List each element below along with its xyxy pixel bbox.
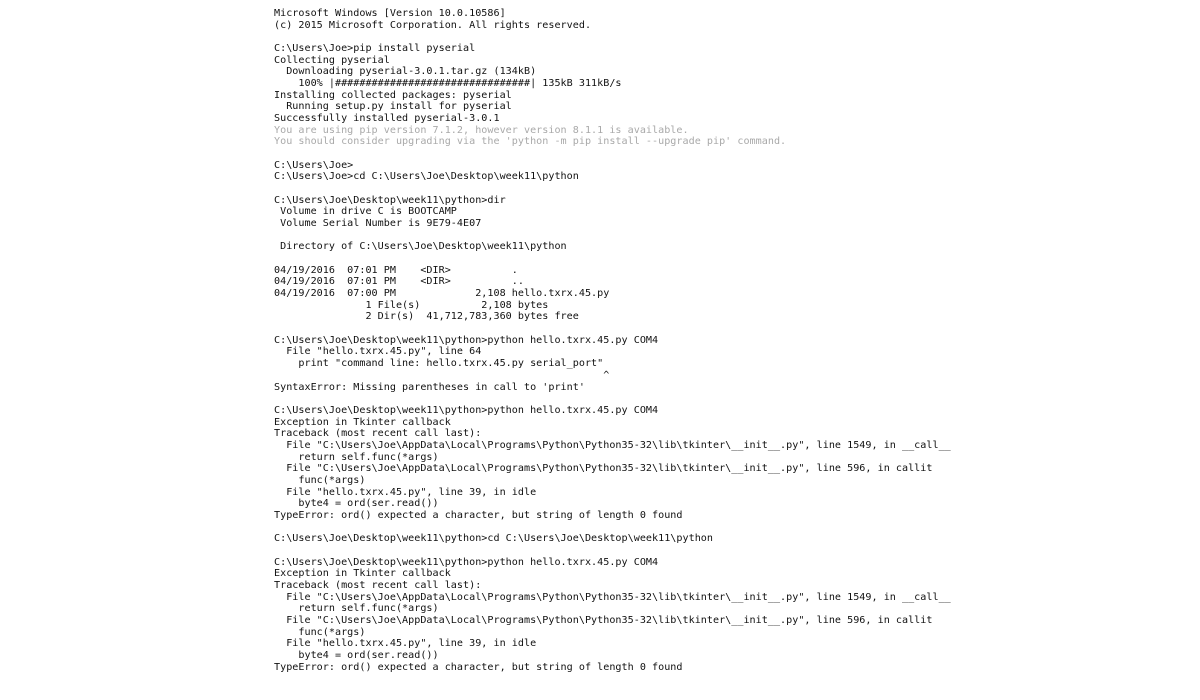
console-line: Downloading pyserial-3.0.1.tar.gz (134kB) [274,66,537,78]
console-line: ^ [274,369,610,381]
console-blank-line [274,522,1184,534]
console-line: print "command line: hello.txrx.45.py serial_port" [274,358,604,370]
console-line: Microsoft Windows [Version 10.0.10586] [274,8,506,19]
console-line: File "hello.txrx.45.py", line 39, in idle [274,638,537,650]
console-line: 1 File(s) 2,108 bytes [274,299,549,311]
console-line: 2 Dir(s) 41,712,783,360 bytes free [274,311,579,323]
console-line: File "hello.txrx.45.py", line 64 [274,346,482,358]
console-line: Exception in Tkinter callback [274,568,451,580]
console-line: File "C:\Users\Joe\AppData\Local\Programs\Python\Python35-32\lib\tkinter\__init__.py", line 596, in callit [274,614,933,626]
console-line: Running setup.py install for pyserial [274,101,512,113]
console-blank-line [274,323,1184,335]
console-line: 04/19/2016 07:01 PM <DIR> . [274,264,518,276]
console-line: Directory of C:\Users\Joe\Desktop\week11\python [274,241,567,253]
console-line: TypeError: ord() expected a character, but string of length 0 found [274,661,683,673]
console-blank-line [274,183,1184,195]
console-line: 100% |################################| 135kB 311kB/s [274,78,622,90]
console-line: TypeError: ord() expected a character, but string of length 0 found [274,509,683,521]
console-line: File "C:\Users\Joe\AppData\Local\Programs\Python\Python35-32\lib\tkinter\__init__.py", line 596, in callit [274,463,933,475]
console-line: File "C:\Users\Joe\AppData\Local\Programs\Python\Python35-32\lib\tkinter\__init__.py", line 1549, in __call__ [274,591,951,603]
console-line: You should consider upgrading via the 'python -m pip install --upgrade pip' command. [274,136,787,148]
console-line: byte4 = ord(ser.read()) [274,649,439,661]
console-line: Installing collected packages: pyserial [274,89,512,101]
console-blank-line [274,31,1184,43]
console-line: 04/19/2016 07:00 PM 2,108 hello.txrx.45.py [274,288,610,300]
console-line: (c) 2015 Microsoft Corporation. All rights reserved. [274,19,592,31]
console-line: C:\Users\Joe\Desktop\week11\python>python hello.txrx.45.py COM4 [274,334,659,346]
console-line: C:\Users\Joe\Desktop\week11\python>python hello.txrx.45.py COM4 [274,556,659,568]
console-blank-line [274,230,1184,242]
console-line: C:\Users\Joe\Desktop\week11\python>cd C:\Users\Joe\Desktop\week11\python [274,533,713,545]
console-blank-line [274,393,1184,405]
console-blank-line [274,148,1184,160]
console-line: func(*args) [274,474,366,486]
console-line: C:\Users\Joe>pip install pyserial [274,43,476,55]
console-line: C:\Users\Joe\Desktop\week11\python>dir [274,194,506,206]
console-line: You are using pip version 7.1.2, however version 8.1.1 is available. [274,124,689,136]
console-line: Successfully installed pyserial-3.0.1 [274,113,500,125]
console-line: Volume in drive C is BOOTCAMP [274,206,457,218]
console-line: SyntaxError: Missing parentheses in call to 'print' [274,381,585,393]
console-line: File "C:\Users\Joe\AppData\Local\Programs\Python\Python35-32\lib\tkinter\__init__.py", line 1549, in __call__ [274,439,951,451]
console-line: return self.func(*args) [274,603,439,615]
console-output[interactable] [274,8,1184,688]
console-line: byte4 = ord(ser.read()) [274,498,439,510]
console-line: 04/19/2016 07:01 PM <DIR> .. [274,276,524,288]
console-line: C:\Users\Joe\Desktop\week11\python>python hello.txrx.45.py COM4 [274,404,659,416]
console-blank-line [274,253,1184,265]
console-line: C:\Users\Joe>cd C:\Users\Joe\Desktop\week11\python [274,171,579,183]
console-blank-line [274,545,1184,557]
console-line: func(*args) [274,626,366,638]
console-line: Traceback (most recent call last): [274,428,482,440]
console-line: Exception in Tkinter callback [274,416,451,428]
console-line: Traceback (most recent call last): [274,579,482,591]
console-line: File "hello.txrx.45.py", line 39, in idle [274,486,537,498]
console-line: return self.func(*args) [274,451,439,463]
console-line: C:\Users\Joe> [274,159,354,171]
console-line: Volume Serial Number is 9E79-4E07 [274,218,482,230]
console-line: Collecting pyserial [274,54,390,66]
